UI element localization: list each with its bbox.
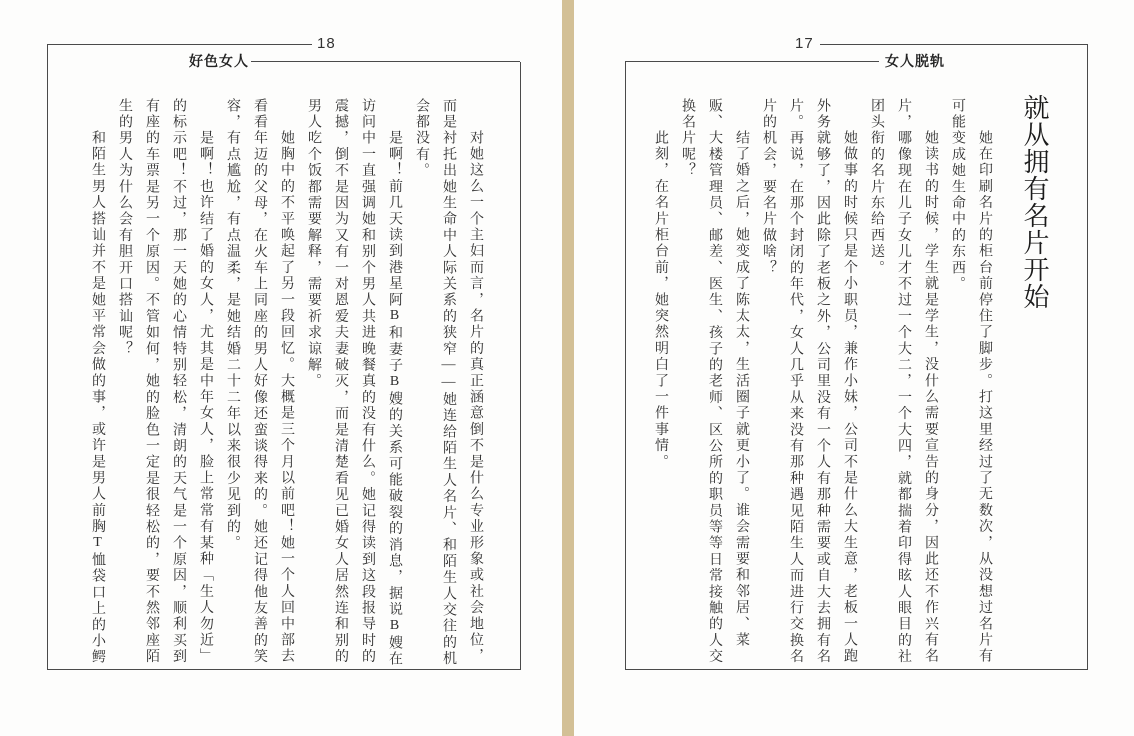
text-column: 震撼，倒不是因为又有一对恩爱夫妻破灭，而是清楚看见已婚女人居然连和别的 [333, 98, 348, 665]
chapter-title: 就从拥有名片开始 [1020, 94, 1050, 310]
page-border-left [625, 62, 626, 670]
page-border-left [47, 44, 48, 670]
page-number: 17 [795, 35, 814, 52]
running-head-rule [625, 61, 879, 62]
text-column: 对她这么一个主妇而言，名片的真正涵意倒不是什么专业形象或社会地位， [468, 130, 483, 665]
text-column: 访问中一直强调她和别个男人共进晚餐真的没有什么。她记得读到这段报导时的 [360, 98, 375, 665]
text-column: 会都没有。 [414, 98, 429, 179]
running-head-rule [251, 61, 520, 62]
text-column: 结了婚之后，她变成了陈太太，生活圈子就更小了。谁会需要和邻居、菜 [734, 130, 749, 649]
page-number-rule [47, 44, 312, 45]
text-column: 贩、大楼管理员、邮差、医生、孩子的老师、区公所的职员等等日常接触的人交 [707, 98, 722, 665]
page-body-text [67, 98, 482, 666]
page-17 [625, 36, 1088, 672]
text-column: 她做事的时候只是个小职员，兼作小妹，公司不是什么大生意，老板一人跑 [842, 130, 857, 665]
text-column: 片，哪像现在儿子女儿才不过一个大二，一个大四，就都揣着印得眩人眼目的社 [896, 98, 911, 665]
text-column: 可能变成她生命中的东西。 [950, 98, 965, 293]
text-column: 她读书的时候，学生就是学生，没什么需要宣告的身分，因此还不作兴有名 [923, 130, 938, 665]
text-column: 男人吃个饭都需要解释，需要祈求谅解。 [306, 98, 321, 390]
text-column: 她在印刷名片的柜台前停住了脚步。打这里经过了无数次，从没想过名片有 [977, 130, 992, 665]
text-column: 她胸中的不平唤起了另一段回忆。大概是三个月以前吧！她一个人回中部去 [279, 130, 294, 665]
page-border-bottom [625, 669, 1088, 670]
text-column: 是啊！也许结了婚的女人，尤其是中年女人，脸上常常有某种「生人勿近」 [198, 130, 213, 665]
page-number: 18 [317, 35, 336, 52]
text-column: 是啊！前几天读到港星阿B和妻子B嫂的关系可能破裂的消息，据说B嫂在 [387, 130, 402, 668]
running-head: 女人脱轨 [885, 53, 945, 69]
running-head: 好色女人 [189, 53, 249, 69]
text-column: 换名片呢？ [680, 98, 695, 179]
text-column: 片的机会，要名片做啥？ [761, 98, 776, 277]
text-column: 团头衔的名片东给西送。 [869, 98, 884, 277]
text-column: 和陌生男人搭讪并不是她平常会做的事，或许是男人前胸T恤袋口上的小鳄 [90, 130, 105, 666]
page-border-right [1087, 44, 1088, 670]
text-column: 生的男人为什么会有胆开口搭讪呢？ [117, 98, 132, 358]
page-border-right [520, 62, 521, 670]
text-column: 此刻，在名片柜台前，她突然明白了一件事情。 [653, 130, 668, 471]
text-column: 片。再说，在那个封闭的年代，女人几乎从来没有那种遇见陌生人而进行交换名 [788, 98, 803, 665]
book-spine [562, 0, 574, 736]
text-column: 而是衬托出她生命中人际关系的狭窄——她连给陌生人名片、和陌生人交往的机 [441, 98, 456, 667]
text-column: 有座的车票是另一个原因。不管如何，她的脸色一定是很轻松的，要不然邻座陌 [144, 98, 159, 665]
page-18 [47, 36, 521, 672]
page-body-text [643, 98, 991, 666]
text-column: 看看年迈的父母，在火车上同座的男人好像还蛮谈得来的。她还记得他友善的笑 [252, 98, 267, 665]
text-column: 的标示吧！不过，那一天她的心情特别轻松，清朗的天气是一个原因，顺利买到 [171, 98, 186, 665]
text-column: 容，有点尴尬，有点温柔，是她结婚二十二年以来很少见到的。 [225, 98, 240, 552]
text-column: 外务就够了，因此除了老板之外，公司里没有一个人有那种需要或自大去拥有名 [815, 98, 830, 665]
page-number-rule [820, 44, 1088, 45]
